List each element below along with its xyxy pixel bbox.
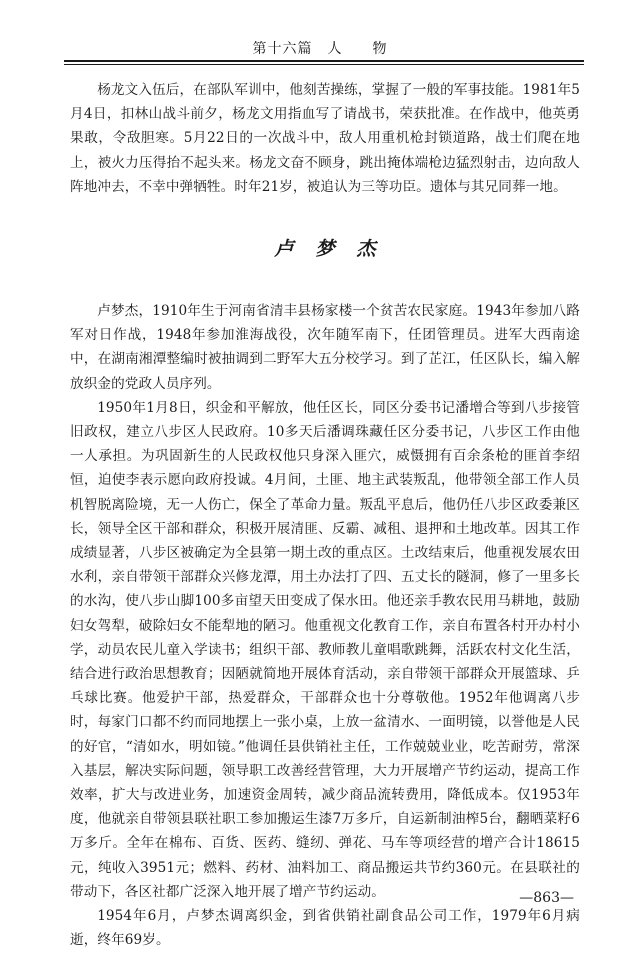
section-paragraph-1: 卢梦杰，1910年生于河南省清丰县杨家楼一个贫苦农民家庭。1943年参加八路军对日作战，1948年参加淮海战役，次年随军南下，任团管理员。进军大西南途中，在湖南湘潭整编时被抽调到二野军大五分校学习。到了芷江，任区队长，编入解放织金的党政人员序列。 <box>70 303 580 392</box>
intro-paragraph: 杨龙文入伍后，在部队军训中，他刻苦操练，掌握了一般的军事技能。1981年5月4日，扣林山战斗前夕，杨龙文用指血写了请战书，荣获批准。在作战中，他英勇果敢，令敌胆寒。5月22日的一次战斗中，敌人用重机枪封锁道路，战士们爬在地上，被火力压得抬不起头来。杨龙文奋不顾身，跳出掩体端枪边猛烈射击，边向敌人阵地冲去，不幸中弹牺牲。时年21岁，被追认为三等功臣。遗体与其兄同葬一地。 <box>70 82 580 195</box>
body-text <box>70 78 580 953</box>
section-paragraph-2: 1950年1月8日，织金和平解放，他任区长，同区分委书记潘增合等到八步接管旧政权，建立八步区人民政府。10多天后潘调珠藏任区分委书记，八步区工作由他一人承担。为巩固新生的人民政权他只身深入匪穴，威慑拥有百余条枪的匪首李绍恒，迫使李表示愿向政府投诚。4月间，土匪、地主武装叛乱，他带领全部工作人员机智脱离险境，无一人伤亡，保全了革命力量。叛乱平息后，他仍任八步区政委兼区长，领导全区干部和群众，积极开展清匪、反霸、减租、退押和土地改革。因其工作成绩显著，八步区被确定为全县第一期土改的重点区。土改结束后，他重视发展农田水利，亲自带领干部群众兴修龙潭，用土办法打了四、五丈长的隧洞，修了一里多长的水沟，使八步山脚100多亩望天田变成了保水田。他还亲手教农民用马耕地，鼓励妇女驾犁，破除妇女不能犁地的陋习。他重视文化教育工作，亲自布置各村开办村小学，动员农民儿童入学读书；组织干部、教师教儿童唱歌跳舞，活跃农村文化生活，结合进行政治思想教育；因陋就简地开展体育活动，亲自带领干部群众开展篮球、乒乓球比赛。他爱护干部，热爱群众，干部群众也十分尊敬他。1952年他调离八步时，每家门口都不约而同地摆上一张小桌，上放一盆清水、一面明镜，以誉他是人民的好官，“清如水，明如镜。”他调任县供销社主任，工作兢兢业业，吃苦耐劳，常深入基层，解决实际问题，领导职工改善经营管理，大力开展增产节约运动，提高工作效率，扩大与改进业务，加速资金周转，减少商品流转费用，降低成本。仅1953年度，他就亲自带领县联社职工参加搬运生漆7万多斤，自运新制油榨5台，翻晒菜籽6万多斤。全年在棉布、百货、医药、缝纫、弹花、马车等项经营的增产合计18615元，纯收入3951元；燃料、药材、油料加工、商品搬运共节约360元。在县联社的带动下，各区社都广泛深入地开展了增产节约运动。 <box>70 399 580 900</box>
section-title: 卢梦杰 <box>274 238 398 261</box>
running-header: 第十六篇 人 物 <box>252 41 388 57</box>
header-rule-thin <box>64 64 584 65</box>
section-paragraph-3: 1954年6月，卢梦杰调离织金，到省供销社副食品公司工作，1979年6月病逝，终年69岁。 <box>70 908 580 949</box>
page-number: —863— <box>519 890 574 906</box>
header-rule <box>64 60 584 62</box>
